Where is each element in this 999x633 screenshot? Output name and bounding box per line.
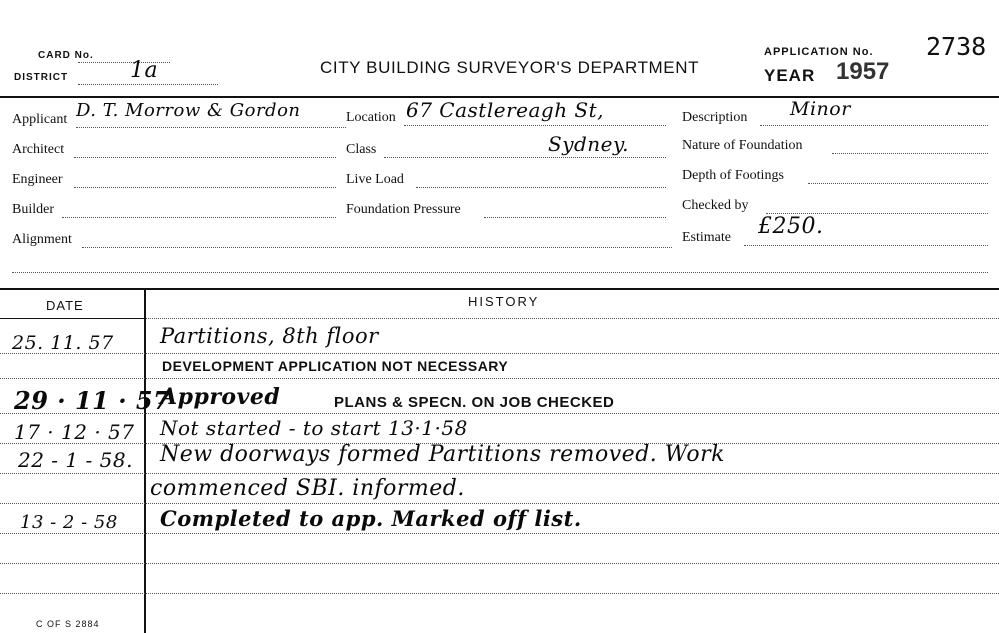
architect-label: Architect — [12, 142, 65, 157]
architect-line — [74, 157, 336, 158]
date-column-divider — [144, 288, 146, 633]
application-no-label: APPLICATION No. — [764, 46, 874, 58]
alignment-line — [82, 247, 672, 248]
ruled-line — [0, 353, 999, 354]
district-line — [78, 84, 218, 85]
engineer-label: Engineer — [12, 172, 63, 187]
form-code: C OF S 2884 — [36, 619, 100, 629]
history-date: 17 · 12 · 57 — [14, 420, 135, 444]
history-header: HISTORY — [468, 294, 540, 309]
nature-of-foundation-line — [832, 153, 988, 154]
ruled-line — [0, 473, 999, 474]
depth-of-footings-line — [808, 183, 988, 184]
blank-line — [12, 272, 988, 273]
applicant-line — [76, 127, 346, 128]
ruled-line — [0, 563, 999, 564]
table-top-rule — [0, 288, 999, 290]
estimate-line — [744, 245, 988, 246]
checked-by-label: Checked by — [682, 198, 749, 213]
card-no-label: CARD No. — [38, 50, 94, 61]
history-stamp-checked: PLANS & SPECN. ON JOB CHECKED — [334, 394, 615, 411]
location-value-line2: Sydney. — [548, 132, 630, 156]
history-date: 13 - 2 - 58 — [20, 512, 118, 533]
alignment-label: Alignment — [12, 232, 72, 247]
history-date: 29 · 11 · 57 — [14, 386, 171, 415]
district-value: 1a — [130, 58, 159, 83]
history-entry: Partitions, 8th floor — [160, 324, 379, 348]
year-label: YEAR — [764, 66, 816, 85]
ruled-line — [0, 533, 999, 534]
location-line — [404, 125, 666, 126]
engineer-line — [74, 187, 336, 188]
history-date: 25. 11. 57 — [12, 332, 114, 354]
ruled-line — [0, 503, 999, 504]
district-label: DISTRICT — [14, 72, 69, 83]
history-entry: Not started - to start 13·1·58 — [160, 416, 468, 440]
depth-of-footings-label: Depth of Footings — [682, 168, 784, 183]
class-line — [384, 157, 666, 158]
date-header: DATE — [46, 298, 84, 313]
ruled-line — [0, 378, 999, 379]
estimate-label: Estimate — [682, 230, 731, 245]
estimate-value: £250. — [758, 214, 824, 239]
location-value-line1: 67 Castlereagh St, — [406, 98, 605, 122]
nature-of-foundation-label: Nature of Foundation — [682, 138, 803, 153]
applicant-label: Applicant — [12, 112, 68, 127]
class-label: Class — [346, 142, 377, 157]
builder-line — [62, 217, 336, 218]
description-value: Minor — [790, 98, 851, 120]
history-entry: New doorways formed Partitions removed. Work — [160, 442, 725, 467]
foundation-pressure-line — [484, 217, 666, 218]
description-label: Description — [682, 110, 748, 125]
live-load-line — [416, 187, 666, 188]
description-line — [760, 125, 988, 126]
builder-label: Builder — [12, 202, 54, 217]
department-title: CITY BUILDING SURVEYOR'S DEPARTMENT — [320, 58, 700, 77]
history-header-rule — [146, 318, 999, 319]
location-label: Location — [346, 110, 396, 125]
live-load-label: Live Load — [346, 172, 404, 187]
applicant-value: D. T. Morrow & Gordon — [76, 100, 301, 121]
history-entry: commenced SBI. informed. — [150, 476, 465, 501]
ruled-line — [0, 593, 999, 594]
year-value: 1957 — [836, 58, 890, 85]
table-header-rule — [0, 318, 144, 319]
history-entry: Approved — [160, 384, 281, 410]
application-no-value: 2738 — [926, 32, 987, 61]
history-entry-stamp: DEVELOPMENT APPLICATION NOT NECESSARY — [162, 358, 509, 374]
foundation-pressure-label: Foundation Pressure — [346, 202, 461, 217]
history-entry: Completed to app. Marked off list. — [160, 506, 582, 531]
history-date: 22 - 1 - 58. — [18, 448, 133, 472]
